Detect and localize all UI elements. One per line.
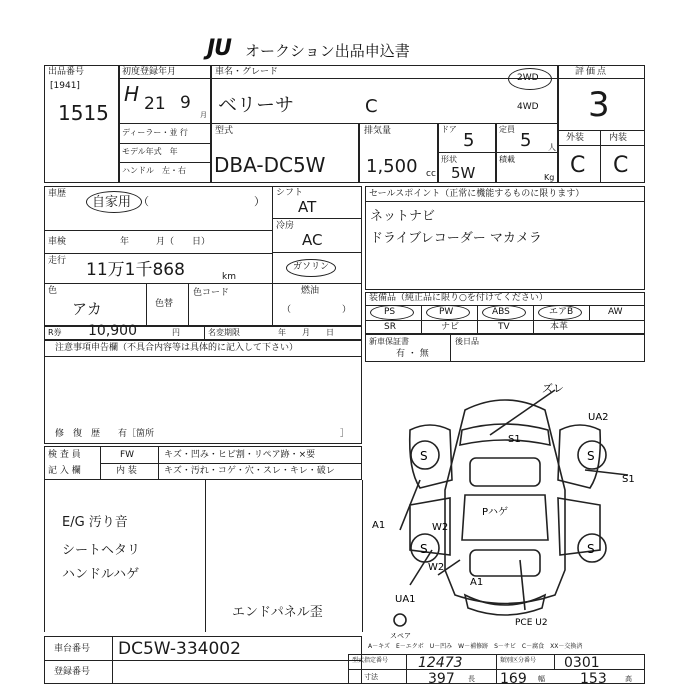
- mark-ua1: UA1: [395, 594, 416, 605]
- displacement-unit: cc: [426, 169, 436, 179]
- door-value: 5: [463, 130, 475, 151]
- damage-legend: A－キズ E－エクボ U－凹み W－補修跡 S－サビ C－腐食 XX－交換済: [368, 643, 583, 650]
- recycle-label: R券: [48, 328, 62, 337]
- sales-point-line1: ネットナビ: [370, 209, 436, 224]
- interior-grade: C: [613, 153, 629, 178]
- inspector-label: 検 査 員: [48, 450, 81, 460]
- mark-s1-top: S1: [508, 434, 521, 445]
- notes-label: 注意事項申告欄（不具合内容等は具体的に記入して下さい）: [55, 343, 299, 353]
- capacity-label: 定員: [499, 125, 515, 134]
- equipment-label: 装備品（純正品に限り○を付けてください）: [369, 293, 548, 303]
- remark-2: シートヘタリ: [62, 543, 141, 558]
- model-year-label: モデル年式 年: [122, 147, 178, 156]
- color-value: アカ: [72, 300, 102, 318]
- mark-ua2: UA2: [588, 412, 609, 423]
- load-unit: Kg: [544, 173, 555, 182]
- shape-label: 形状: [441, 155, 457, 164]
- displacement-label: 排気量: [364, 126, 392, 136]
- cert-first-value: 12473: [418, 655, 463, 671]
- color-change-label: 色替: [155, 299, 174, 309]
- exterior-codes: キズ・凹み・ヒビ割・リペア跡・×要: [164, 450, 316, 460]
- mark-w2-left: W2: [432, 522, 449, 533]
- recycle-value: 10,900: [88, 323, 137, 339]
- equip-ps: PS: [384, 307, 396, 317]
- remark-3: ハンドルハゲ: [62, 567, 140, 582]
- repair-history-label: 修 復 歴 有［箇所: [55, 429, 155, 439]
- mileage-value: 11万1千868: [86, 260, 185, 280]
- lot-sub-number: [1941]: [50, 81, 80, 91]
- door-label: ドア: [441, 125, 457, 134]
- mark-tire-rr: S: [587, 542, 595, 556]
- chassis-label: 車台番号: [54, 644, 91, 654]
- cert-class-label: 類別区分番号: [500, 657, 537, 664]
- month-unit: 月: [200, 111, 207, 119]
- mark-zure: ズレ: [542, 382, 564, 395]
- cert-size-label: 寸法: [364, 673, 378, 681]
- color-code-label: 色コード: [193, 288, 230, 298]
- interior-row-label: 内 装: [116, 466, 137, 476]
- rating-value: 3: [588, 85, 610, 125]
- name-change-fields: 年 月 日: [262, 328, 334, 337]
- mark-tire-rl: S: [420, 542, 428, 556]
- ac-label: 冷房: [276, 221, 295, 231]
- car-name-label: 車名・グレード: [215, 67, 279, 77]
- form-title: オークション出品申込書: [245, 42, 410, 60]
- equip-navi: ナビ: [441, 322, 460, 332]
- cert-width: 169: [500, 671, 527, 687]
- mark-s1-right: S1: [622, 474, 635, 485]
- cert-first-label: 型式指定番号: [352, 657, 389, 664]
- spare-label: スペア: [390, 632, 411, 640]
- mileage-label: 走行: [48, 256, 67, 266]
- reg-year: 21: [144, 94, 166, 114]
- type-label: 型式: [215, 126, 234, 136]
- car-damage-diagram: [370, 380, 645, 640]
- handle-label: ハンドル 左・右: [122, 166, 186, 175]
- mark-tire-fr: S: [587, 449, 595, 463]
- shaken-label: 車検: [48, 237, 67, 247]
- history-value: 自家用: [92, 195, 132, 210]
- chassis-value: DC5W-334002: [118, 639, 241, 659]
- reg-era: H: [124, 82, 140, 106]
- interior-label: 内装: [609, 133, 628, 143]
- drive-4wd: 4WD: [517, 102, 539, 112]
- remark-1: E/G 汚り音: [62, 515, 128, 530]
- grade: C: [365, 96, 378, 117]
- warranty-value: 有 ・ 無: [396, 349, 429, 359]
- mileage-unit: km: [222, 272, 236, 282]
- shift-label: シフト: [276, 188, 304, 198]
- reg-month: 9: [180, 93, 191, 113]
- equip-aw: AW: [608, 307, 623, 317]
- shape-value: 5W: [451, 164, 476, 182]
- warranty-label: 新車保証書: [369, 337, 409, 346]
- repair-history-close: ］: [340, 429, 350, 439]
- after-goods-label: 後日品: [455, 337, 479, 346]
- type-value: DBA-DC5W: [214, 153, 326, 177]
- name-change-label: 名変期限: [208, 328, 240, 337]
- lot-number-label: 出品番号: [48, 67, 85, 77]
- equip-tv: TV: [498, 322, 510, 332]
- mark-w2-rear: W2: [428, 562, 445, 573]
- inspector-value: FW: [120, 450, 135, 460]
- car-name: ベリーサ: [218, 94, 295, 116]
- recycle-unit: 円: [172, 328, 180, 337]
- sales-point-label: セールスポイント（正常に機能するものに限ります）: [369, 189, 585, 199]
- load-label: 積載: [499, 155, 515, 164]
- shift-value: AT: [298, 198, 317, 216]
- lot-number: 1515: [58, 101, 109, 125]
- entry-label: 記 入 欄: [48, 466, 81, 476]
- mark-pce-u2: PCE U2: [515, 618, 548, 628]
- registration-label: 登録番号: [54, 667, 91, 677]
- capacity-value: 5: [520, 130, 532, 151]
- history-label: 車歴: [48, 189, 67, 199]
- cert-class-value: 0301: [564, 655, 600, 671]
- fuel-value: ガソリン: [293, 262, 330, 272]
- shaken-fields: 年 月（ 日）: [120, 237, 211, 247]
- ju-logo: JU: [207, 36, 232, 61]
- drive-2wd: 2WD: [517, 73, 539, 83]
- sales-point-line2: ドライブレコーダー マカメラ: [370, 231, 542, 246]
- equip-airbag: エアB: [549, 307, 574, 317]
- rating-label: 評価点: [575, 67, 609, 77]
- equip-leather: 本革: [550, 322, 569, 332]
- history-paren-close: ）: [254, 195, 265, 208]
- color-label: 色: [48, 286, 58, 296]
- first-reg-label: 初度登録年月: [122, 67, 177, 77]
- equip-sr: SR: [384, 322, 396, 332]
- history-paren-open: （: [138, 195, 149, 208]
- remark-4: エンドパネル歪: [232, 605, 323, 620]
- interior-codes: キズ・汚れ・コゲ・穴・スレ・キレ・破レ: [164, 466, 335, 476]
- mark-p-hage: Pハゲ: [482, 507, 509, 518]
- exterior-label: 外装: [566, 133, 585, 143]
- cert-width-unit: 幅: [538, 675, 545, 683]
- mark-a1-rear: A1: [470, 577, 484, 588]
- fuel-label: 燃油: [301, 286, 320, 296]
- displacement-value: 1,500: [366, 156, 418, 177]
- equip-pw: PW: [439, 307, 454, 317]
- cert-height: 153: [580, 671, 607, 687]
- mark-a1-left: A1: [372, 520, 386, 531]
- mark-tire-fl: S: [420, 449, 428, 463]
- cert-length: 397: [428, 671, 455, 687]
- capacity-unit: 人: [548, 143, 556, 152]
- equip-abs: ABS: [492, 307, 510, 317]
- dealer-label: ディーラー・並 行: [122, 128, 188, 137]
- fuel-paren-close: ）: [342, 305, 352, 315]
- cert-length-unit: 長: [468, 675, 475, 683]
- fuel-paren-open: （: [282, 305, 292, 315]
- cert-height-unit: 高: [625, 675, 632, 683]
- ac-value: AC: [302, 231, 323, 249]
- exterior-grade: C: [570, 153, 586, 178]
